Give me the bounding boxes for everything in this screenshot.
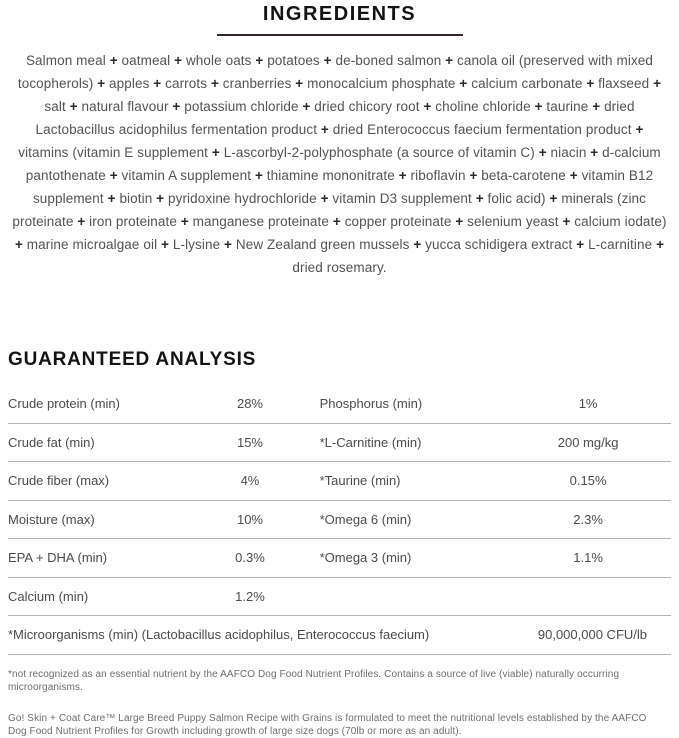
- nutrient-label: Phosphorus (min): [319, 396, 423, 412]
- nutrient-label: Calcium (min): [8, 588, 89, 604]
- plus-separator: +: [549, 191, 558, 206]
- guaranteed-analysis-table: [8, 385, 671, 655]
- nutrient-label: Crude fat (min): [8, 434, 95, 450]
- nutrient-value: 28%: [236, 396, 263, 412]
- nutrient-label: *Omega 6 (min): [319, 511, 412, 527]
- nutrient-label: Crude protein (min): [8, 396, 120, 412]
- nutrient-value: 200 mg/kg: [557, 434, 619, 450]
- nutrient-value: 0.3%: [235, 550, 265, 566]
- nutrient-label: *L-Carnitine (min): [319, 434, 422, 450]
- plus-separator: +: [255, 53, 264, 68]
- plus-separator: +: [210, 76, 219, 91]
- plus-separator: +: [469, 168, 478, 183]
- nutrient-label: Moisture (max): [8, 511, 95, 527]
- plus-separator: +: [445, 53, 454, 68]
- table-row: [8, 578, 671, 617]
- nutrient-value: 1.2%: [235, 588, 265, 604]
- plus-separator: +: [77, 214, 86, 229]
- plus-separator: +: [323, 53, 332, 68]
- plus-separator: +: [107, 191, 116, 206]
- table-row: [8, 462, 671, 501]
- plus-separator: +: [653, 76, 662, 91]
- nutrient-label: Crude fiber (max): [8, 473, 110, 489]
- table-row: [8, 424, 671, 463]
- nutrient-label: *Microorganisms (min) (Lactobacillus acidophilus, Enterococcus faecium): [8, 627, 430, 643]
- plus-separator: +: [180, 214, 189, 229]
- ingredients-title: INGREDIENTS: [262, 3, 417, 25]
- plus-separator: +: [320, 122, 329, 137]
- plus-separator: +: [302, 99, 311, 114]
- plus-separator: +: [224, 237, 233, 252]
- nutrient-label: *Taurine (min): [319, 473, 401, 489]
- plus-separator: +: [413, 237, 422, 252]
- nutrient-label: *Omega 3 (min): [319, 550, 412, 566]
- plus-separator: +: [576, 237, 585, 252]
- plus-separator: +: [211, 145, 220, 160]
- plus-separator: +: [109, 168, 118, 183]
- table-row: [8, 501, 671, 540]
- title-underline: [217, 34, 463, 36]
- plus-separator: +: [174, 53, 183, 68]
- plus-separator: +: [635, 122, 644, 137]
- plus-separator: +: [320, 191, 329, 206]
- plus-separator: +: [592, 99, 601, 114]
- plus-separator: +: [254, 168, 263, 183]
- nutrient-value: 4%: [240, 473, 260, 489]
- nutrient-value: 90,000,000 CFU/lb: [537, 627, 647, 643]
- plus-separator: +: [475, 191, 484, 206]
- plus-separator: +: [97, 76, 106, 91]
- plus-separator: +: [423, 99, 432, 114]
- plus-separator: +: [562, 214, 571, 229]
- plus-separator: +: [172, 99, 181, 114]
- nutrient-value: 15%: [236, 434, 263, 450]
- nutrient-value: 2.3%: [573, 511, 603, 527]
- plus-separator: +: [398, 168, 407, 183]
- plus-separator: +: [656, 237, 665, 252]
- footnote-formulation: Go! Skin + Coat Care™ Large Breed Puppy Salmon Recipe with Grains is formulated to meet the nutritional levels established by the AAFCO Dog Food Nutrient Profiles for Growth including growth of large size dogs (70lb or more as an adult).: [8, 712, 647, 737]
- nutrient-value: 1%: [578, 396, 598, 412]
- footnote-asterisk: *not recognized as an essential nutrient by the AAFCO Dog Food Nutrient Profiles. Contains a source of live (viable) naturally occurring microorganisms.: [8, 668, 620, 693]
- plus-separator: +: [459, 76, 468, 91]
- plus-separator: +: [69, 99, 78, 114]
- plus-separator: +: [569, 168, 578, 183]
- plus-separator: +: [153, 76, 162, 91]
- plus-separator: +: [109, 53, 118, 68]
- nutrient-value: 0.15%: [569, 473, 607, 489]
- plus-separator: +: [14, 237, 23, 252]
- plus-separator: +: [590, 145, 599, 160]
- plus-separator: +: [161, 237, 170, 252]
- table-row: [8, 539, 671, 578]
- nutrient-value: 1.1%: [573, 550, 603, 566]
- table-row: [8, 385, 671, 424]
- table-row-microorganisms: [8, 616, 671, 655]
- nutrient-value: 10%: [236, 511, 263, 527]
- plus-separator: +: [586, 76, 595, 91]
- nutrient-label: EPA + DHA (min): [8, 550, 108, 566]
- plus-separator: +: [295, 76, 304, 91]
- plus-separator: +: [538, 145, 547, 160]
- plus-separator: +: [534, 99, 543, 114]
- plus-separator: +: [156, 191, 165, 206]
- plus-separator: +: [455, 214, 464, 229]
- plus-separator: +: [332, 214, 341, 229]
- ingredients-text: Salmon meal + oatmeal + whole oats + potatoes + de-boned salmon + canola oil (preserved with mixed tocopherols) + apples + carrots + cranberries + monocalcium phosphate + calcium carbonate + flaxseed + salt + natural flavour + potassium chloride + dried chicory root + choline chloride + taurine + dried Lactobacillus acidophilus fermentation product + dried Enterococcus faecium fermentation product + vitamins (vitamin E supplement + L-ascorbyl-2-polyphosphate (a source of vitamin C) + niacin + d-calcium pantothenate + vitamin A supplement + thiamine mononitrate + riboflavin + beta-carotene + vitamin B12 supplement + biotin + pyridoxine hydrochloride + vitamin D3 supplement + folic acid) + minerals (zinc proteinate + iron proteinate + manganese proteinate + copper proteinate + selenium yeast + calcium iodate) + marine microalgae oil + L-lysine + New Zealand green mussels + yucca schidigera extract + L-carnitine + dried rosemary.: [12, 53, 667, 275]
- guaranteed-analysis-title: GUARANTEED ANALYSIS: [8, 349, 257, 370]
